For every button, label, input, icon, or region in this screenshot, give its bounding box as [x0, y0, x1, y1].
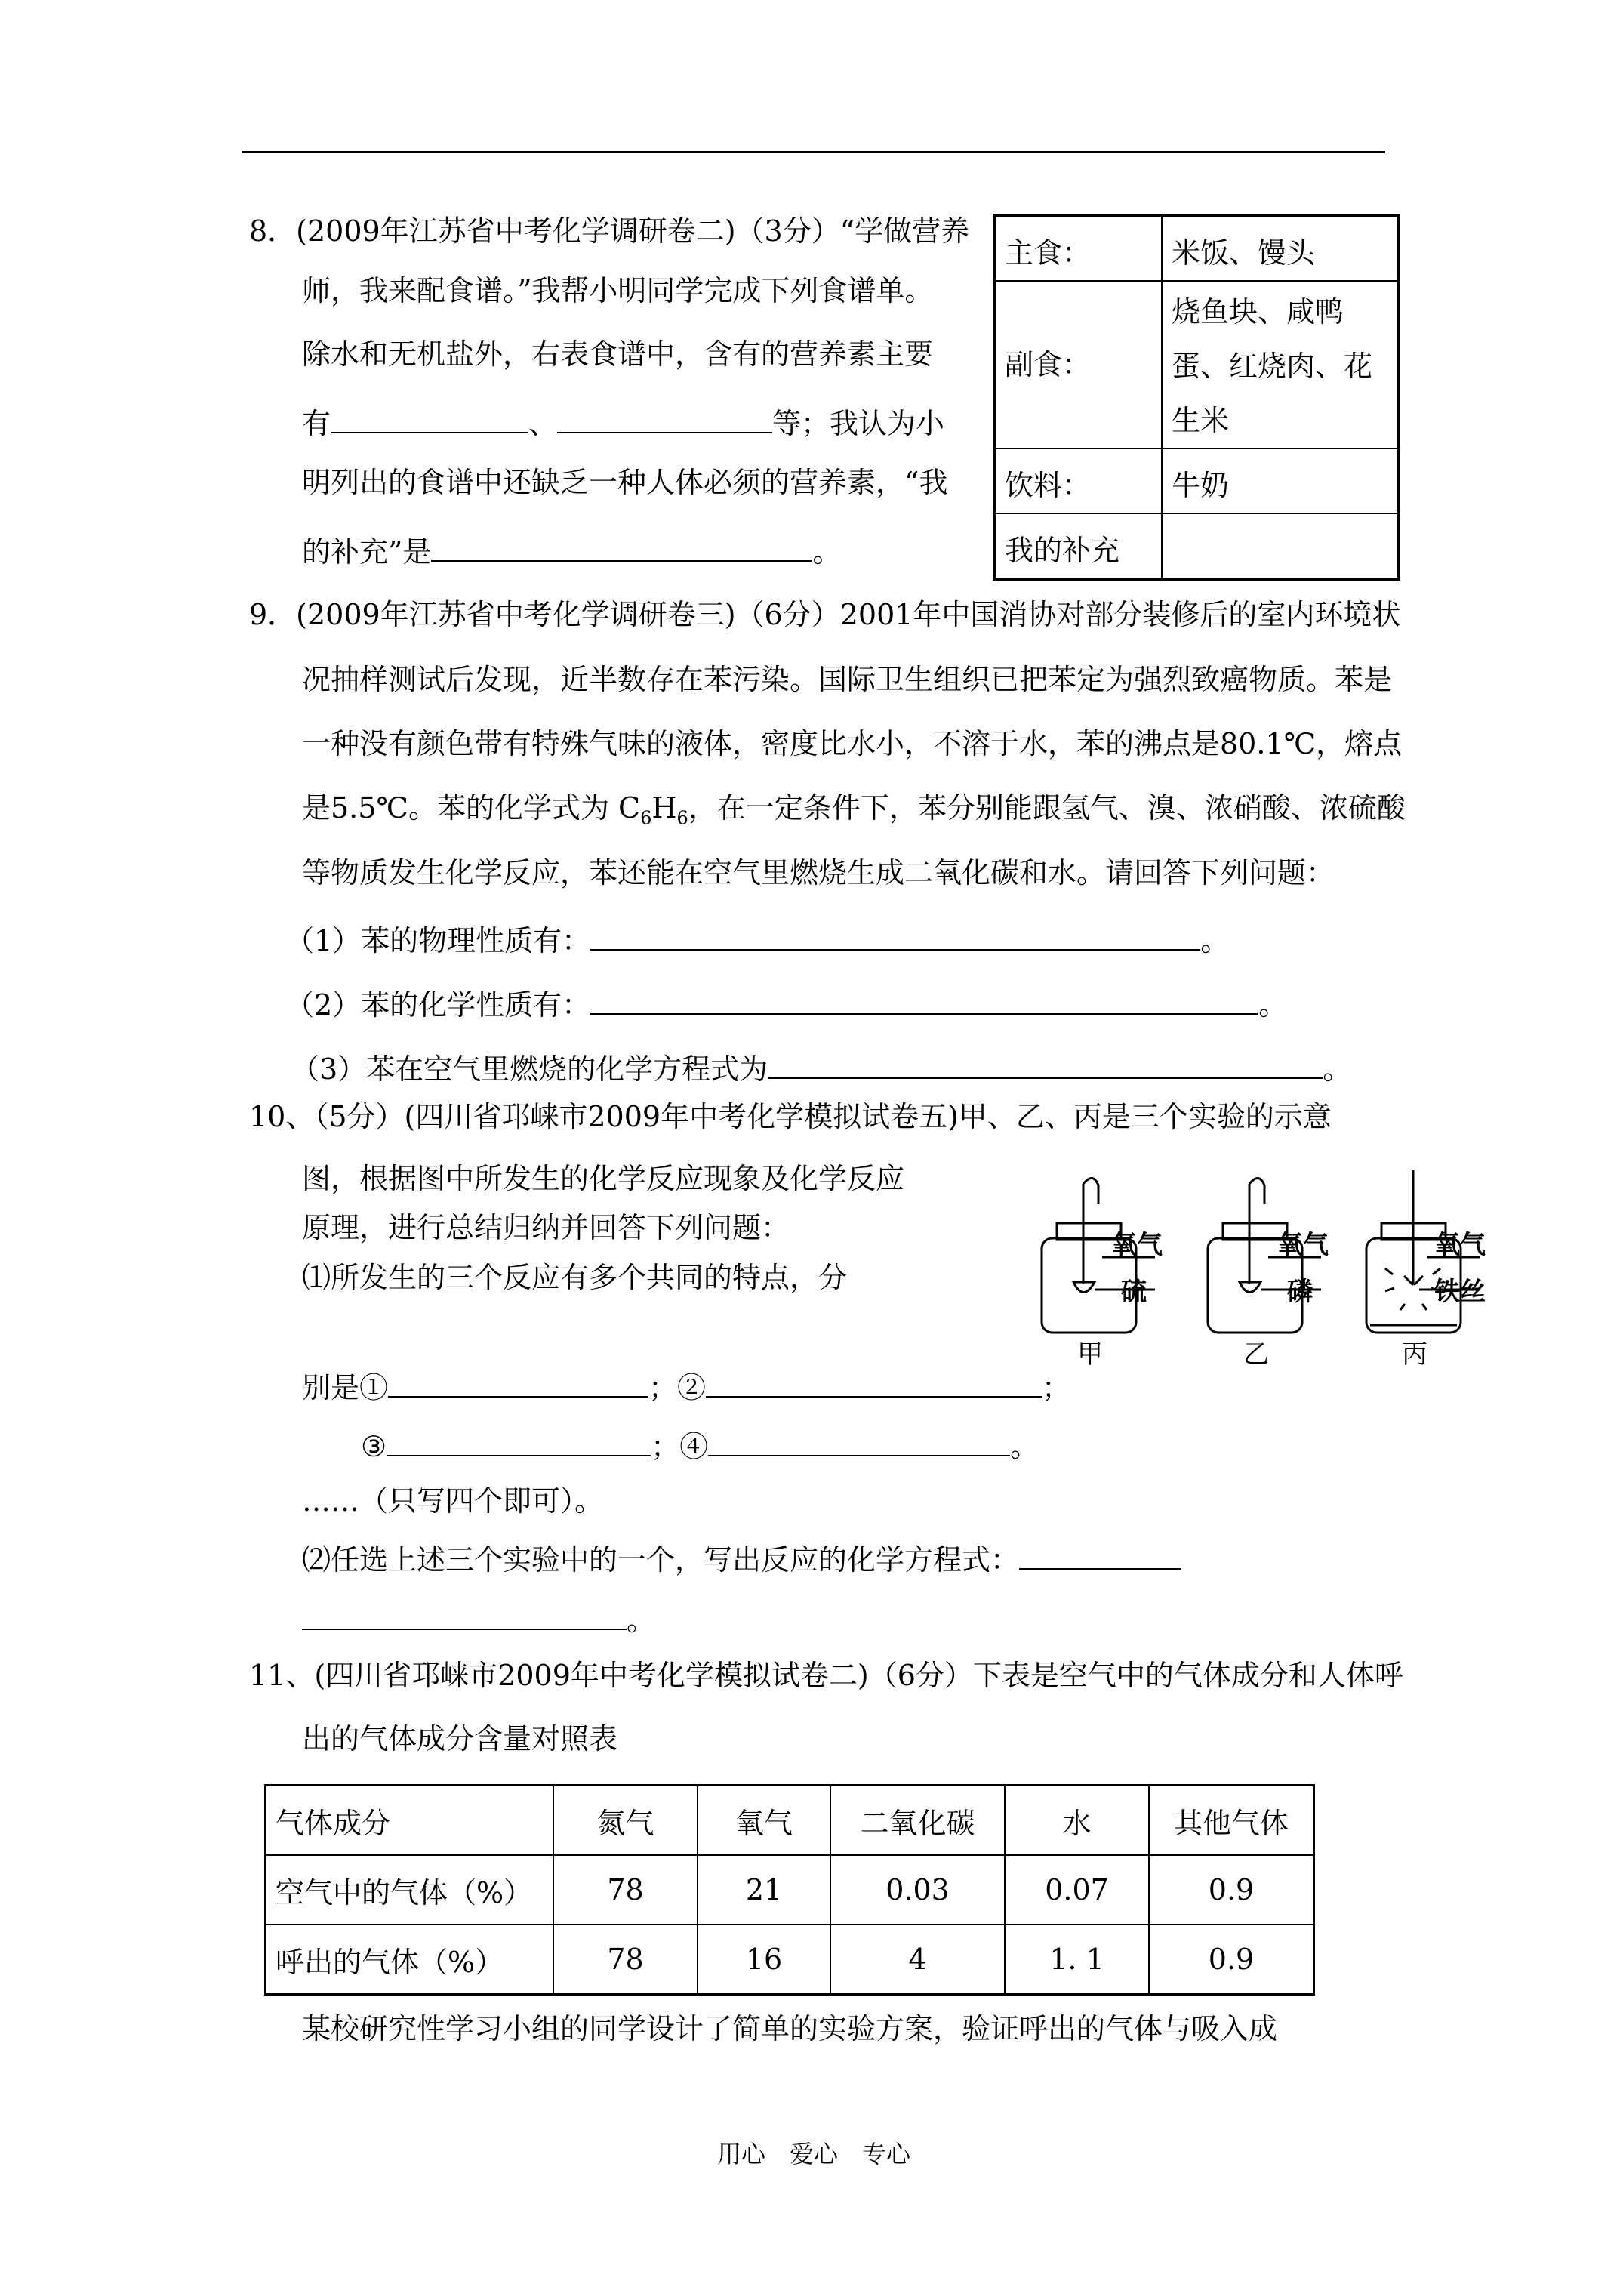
gas-table-header-row — [266, 1786, 1314, 1856]
q9-line-5: 等物质发生化学反应，苯还能在空气里燃烧生成二氧化碳和水。请回答下列问题： — [302, 856, 1335, 889]
q8-blank-nutrient-2[interactable] — [557, 406, 772, 433]
q8-line-6-prefix: 的补充”是 — [302, 535, 432, 569]
gas-table-row — [266, 1925, 1314, 1995]
q8-line-6 — [302, 535, 842, 569]
q8-blank-nutrient-1[interactable] — [331, 406, 528, 433]
menu-cell-value: 牛奶 — [1162, 448, 1399, 513]
q10-line-9-period: 。 — [627, 1604, 656, 1637]
gas-table-header: 气体成分 — [266, 1786, 554, 1856]
q10-line-8-text: ⑵任选上述三个实验中的一个，写出反应的化学方程式： — [302, 1543, 1020, 1576]
q10-line-6 — [361, 1429, 1039, 1461]
q10-line-1: 10、（5分）(四川省邛崃市2009年中考化学模拟试卷五)甲、乙、丙是三个实验的示意 — [249, 1100, 1332, 1133]
gas-table-cell: 0.07 — [1005, 1855, 1149, 1925]
label-jia: 甲 — [1077, 1339, 1103, 1370]
gas-table-cell: 0.9 — [1149, 1925, 1314, 1995]
menu-cell-label: 主食： — [994, 215, 1162, 281]
gas-table-row — [266, 1855, 1314, 1925]
q8-line-3: 除水和无机盐外，右表食谱中，含有的营养素主要 — [302, 337, 934, 371]
q8-line-6-suffix: 。 — [812, 535, 842, 569]
gas-table-header: 二氧化碳 — [830, 1786, 1005, 1856]
q10-line-5-prefix: 别是① — [302, 1371, 389, 1404]
q8-line-5: 明列出的食谱中还缺乏一种人体必须的营养素，“我 — [302, 466, 948, 499]
spoon-yi-bowl — [1240, 1282, 1261, 1293]
header-rule — [242, 151, 1385, 153]
q10-line-6-end: 。 — [1010, 1430, 1039, 1463]
q9-sub-2 — [285, 988, 1288, 1022]
q10-line-5 — [302, 1370, 1070, 1402]
q10-line-5-mid: ；② — [648, 1371, 707, 1404]
gas-table-cell: 78 — [553, 1855, 698, 1925]
q10-blank-equation-a[interactable] — [1019, 1542, 1181, 1570]
q9-sub-3 — [291, 1052, 1352, 1086]
q10-blank-equation-b[interactable] — [302, 1603, 627, 1630]
q10-blank-4[interactable] — [708, 1429, 1010, 1456]
q10-line-2: 图，根据图中所发生的化学反应现象及化学反应 — [302, 1162, 905, 1195]
experiment-figure — [1027, 1170, 1486, 1374]
q9-line-1: 9．(2009年江苏省中考化学调研卷三)（6分）2001年中国消协对部分装修后的室内环境状 — [249, 598, 1401, 631]
menu-row — [994, 513, 1399, 579]
menu-row — [994, 281, 1399, 448]
q8-line-2: 师，我来配食谱。”我帮小明同学完成下列食谱单。 — [302, 274, 934, 307]
menu-table — [993, 214, 1400, 581]
q10-line-6-prefix: ③ — [361, 1430, 387, 1463]
q9-formula-h: H — [651, 791, 677, 824]
q9-sub-2-period: 。 — [1258, 988, 1288, 1022]
gas-table-header: 氮气 — [553, 1786, 698, 1856]
label-yi: 乙 — [1243, 1339, 1269, 1370]
q10-line-6-mid: ；④ — [651, 1430, 709, 1463]
q9-sub-3-period: 。 — [1323, 1052, 1352, 1086]
menu-cell-value: 烧鱼块、咸鸭蛋、红烧肉、花生米 — [1162, 281, 1399, 448]
jia-sulfur-label: 硫 — [1121, 1277, 1147, 1307]
spoon-yi-handle — [1249, 1178, 1264, 1284]
menu-cell-label: 副食： — [994, 281, 1162, 448]
q10-blank-1[interactable] — [388, 1370, 648, 1398]
q9-line-2: 况抽样测试后发现，近半数存在苯污染。国际卫生组织已把苯定为强烈致癌物质。苯是 — [302, 663, 1393, 696]
gas-table-cell: 0.9 — [1149, 1855, 1314, 1925]
gas-table-cell: 呼出的气体（%） — [266, 1925, 554, 1995]
q10-line-4: ⑴所发生的三个反应有多个共同的特点，分 — [302, 1261, 848, 1294]
yi-oxygen-label: 氧气 — [1277, 1230, 1329, 1260]
q9-blank-physical[interactable] — [590, 923, 1200, 951]
spoon-jia-handle — [1083, 1178, 1098, 1284]
q8-line-4-suffix: 等；我认为小 — [772, 407, 945, 440]
q9-line-4 — [302, 791, 1406, 829]
q9-blank-chemical[interactable] — [590, 988, 1258, 1015]
q10-line-8 — [302, 1542, 1181, 1574]
q11-line-2: 出的气体成分含量对照表 — [302, 1722, 618, 1755]
q9-sub-1 — [285, 923, 1229, 955]
gas-table-cell: 16 — [698, 1925, 830, 1995]
yi-phosphorus-label: 磷 — [1287, 1277, 1313, 1307]
q10-blank-2[interactable] — [706, 1370, 1042, 1398]
q8-line-4-sep: 、 — [528, 407, 558, 440]
gas-table-cell: 0.03 — [830, 1855, 1005, 1925]
q8-blank-supplement[interactable] — [431, 535, 812, 562]
q9-subscript: 6 — [676, 807, 688, 829]
q8-line-4-prefix: 有 — [302, 407, 331, 440]
q9-sub-1-period: 。 — [1200, 924, 1230, 957]
bing-iron-label: 铁丝 — [1434, 1277, 1486, 1307]
gas-table-cell: 1. 1 — [1005, 1925, 1149, 1995]
q9-sub-3-label: （3）苯在空气里燃烧的化学方程式为 — [291, 1052, 768, 1086]
q9-line-4-suffix: ，在一定条件下，苯分别能跟氢气、溴、浓硝酸、浓硫酸 — [688, 791, 1406, 824]
q9-sub-2-label: （2）苯的化学性质有： — [285, 988, 591, 1022]
gas-table-cell: 空气中的气体（%） — [266, 1855, 554, 1925]
q10-line-5-end: ； — [1042, 1371, 1071, 1404]
spoon-jia-bowl — [1073, 1282, 1095, 1293]
menu-row — [994, 215, 1399, 281]
page-footer: 用心 爱心 专心 — [717, 2140, 911, 2168]
menu-row — [994, 448, 1399, 513]
bing-oxygen-label: 氧气 — [1434, 1230, 1486, 1260]
q10-blank-3[interactable] — [387, 1429, 651, 1456]
q11-line-1: 11、(四川省邛崃市2009年中考化学模拟试卷二)（6分）下表是空气中的气体成分和人体呼 — [249, 1659, 1403, 1692]
gas-table-header: 氧气 — [698, 1786, 830, 1856]
q9-blank-equation[interactable] — [768, 1052, 1323, 1079]
q8-line-1: 8．(2009年江苏省中考化学调研卷二)（3分）“学做营养 — [249, 214, 970, 248]
gas-table-header: 其他气体 — [1149, 1786, 1314, 1856]
menu-cell-value-empty[interactable] — [1162, 513, 1399, 579]
gas-table-cell: 21 — [698, 1855, 830, 1925]
gas-table-header: 水 — [1005, 1786, 1149, 1856]
label-bing: 丙 — [1402, 1339, 1427, 1370]
menu-cell-label: 饮料： — [994, 448, 1162, 513]
gas-table-cell: 78 — [553, 1925, 698, 1995]
q9-line-3: 一种没有颜色带有特殊气味的液体，密度比水小，不溶于水，苯的沸点是80.1℃，熔点 — [302, 727, 1403, 760]
q10-line-9 — [302, 1603, 655, 1635]
menu-cell-value: 米饭、馒头 — [1162, 215, 1399, 281]
q8-line-4 — [302, 406, 944, 438]
q9-sub-1-label: （1）苯的物理性质有： — [285, 924, 591, 957]
gas-composition-table — [264, 1784, 1315, 1996]
q9-line-4-prefix: 是5.5℃。苯的化学式为 C — [302, 791, 641, 824]
q9-subscript: 6 — [640, 807, 652, 829]
q10-line-3: 原理，进行总结归纳并回答下列问题： — [302, 1211, 790, 1244]
q11-after-table: 某校研究性学习小组的同学设计了简单的实验方案，验证呼出的气体与吸入成 — [302, 2012, 1278, 2045]
q10-line-7: ……（只写四个即可）。 — [302, 1484, 604, 1518]
gas-table-cell: 4 — [830, 1925, 1005, 1995]
menu-cell-label: 我的补充 — [994, 513, 1162, 579]
jia-oxygen-label: 氧气 — [1111, 1230, 1163, 1260]
